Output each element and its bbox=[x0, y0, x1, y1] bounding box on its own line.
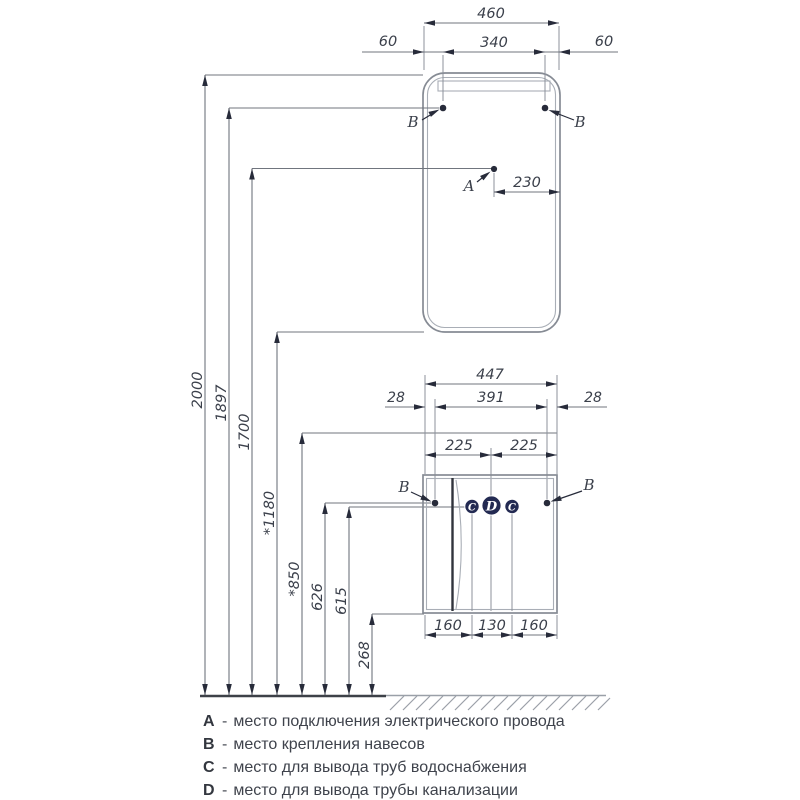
pipe-letter-c-right: C bbox=[508, 502, 516, 514]
arrow-up-icon bbox=[249, 169, 255, 180]
legend-key-b: B bbox=[203, 736, 215, 753]
mirror-mount-label-left: B bbox=[407, 113, 419, 131]
cabinet-front-view bbox=[397, 475, 594, 613]
arrow-down-icon bbox=[249, 684, 255, 695]
legend-item-a bbox=[203, 710, 565, 733]
arrow-up-icon bbox=[226, 108, 232, 119]
arrow-up-icon bbox=[274, 332, 280, 343]
arrow-down-icon bbox=[226, 684, 232, 695]
mirror-outer-frame bbox=[423, 73, 560, 332]
arrow-up-icon bbox=[299, 433, 305, 444]
legend-key-a: A bbox=[203, 713, 215, 730]
arrow-up-icon bbox=[369, 614, 375, 625]
arrow-icon bbox=[414, 404, 425, 410]
arrow-icon bbox=[425, 452, 436, 458]
dim-cabinet-offset-left: 28 bbox=[387, 390, 405, 406]
mirror-inner-frame bbox=[428, 78, 556, 328]
arrow-icon bbox=[549, 189, 560, 195]
legend-key-d: D bbox=[203, 782, 215, 799]
leader-arrow-icon bbox=[550, 495, 562, 504]
dim-cabinet-half-right: 225 bbox=[510, 438, 538, 454]
dim-cabinet-total-width: 447 bbox=[476, 367, 504, 383]
cabinet-mount-dot-right bbox=[544, 500, 551, 507]
dim-bottom-left: 160 bbox=[434, 618, 462, 634]
cabinet-top-dimensions bbox=[385, 367, 607, 611]
mirror-lamp-bar bbox=[438, 81, 550, 91]
arrow-icon bbox=[546, 381, 557, 387]
dim-bottom-right: 160 bbox=[520, 618, 548, 634]
mirror-mount-label-right: B bbox=[574, 113, 586, 131]
arrow-icon bbox=[480, 452, 491, 458]
mount-dot-right bbox=[542, 105, 549, 112]
arrow-icon bbox=[443, 49, 454, 55]
arrow-icon bbox=[425, 381, 436, 387]
dim-height-power: 1700 bbox=[237, 413, 253, 451]
legend-item-d bbox=[203, 779, 565, 800]
arrow-down-icon bbox=[299, 684, 305, 695]
dim-cabinet-mount-span: 391 bbox=[477, 390, 505, 406]
dim-height-cabinet-bottom: 268 bbox=[357, 641, 373, 669]
arrow-icon bbox=[413, 49, 424, 55]
legend-item-c bbox=[203, 756, 565, 779]
legend-text-b: место крепления навесов bbox=[233, 736, 425, 753]
legend-text-c: место для вывода труб водоснабжения bbox=[233, 759, 527, 776]
legend-dash: - bbox=[222, 782, 228, 799]
legend bbox=[203, 710, 565, 800]
power-dot bbox=[491, 166, 497, 172]
pipe-letter-c-left: C bbox=[468, 502, 476, 514]
leader-arrow-icon bbox=[548, 107, 560, 116]
legend-text-a: место подключения электрического провода bbox=[233, 713, 565, 730]
cabinet-mount-dot-left bbox=[432, 500, 439, 507]
legend-dash: - bbox=[222, 713, 228, 730]
arrow-up-icon bbox=[322, 503, 328, 514]
mount-dot-left bbox=[440, 105, 447, 112]
power-point-label: A bbox=[463, 177, 475, 195]
arrow-left-icon bbox=[424, 20, 435, 26]
dim-height-basin-top: *850 bbox=[287, 561, 303, 597]
dim-height-pipes: 615 bbox=[334, 587, 350, 615]
dim-cabinet-half-left: 225 bbox=[445, 438, 473, 454]
legend-dash: - bbox=[222, 759, 228, 776]
arrow-icon bbox=[546, 452, 557, 458]
arrow-down-icon bbox=[346, 684, 352, 695]
arrow-icon bbox=[534, 49, 545, 55]
legend-key-c: C bbox=[203, 759, 215, 776]
arrow-down-icon bbox=[202, 684, 208, 695]
mirror-front-view bbox=[423, 73, 560, 332]
legend-dash: - bbox=[222, 736, 228, 753]
arrow-up-icon bbox=[202, 75, 208, 86]
cabinet-door-curve bbox=[456, 480, 461, 609]
arrow-icon bbox=[494, 189, 505, 195]
dim-mirror-total-width: 460 bbox=[477, 6, 505, 22]
floor-hatching bbox=[390, 696, 610, 710]
arrow-down-icon bbox=[322, 684, 328, 695]
arrow-icon bbox=[559, 49, 570, 55]
arrow-right-icon bbox=[548, 20, 559, 26]
arrow-icon bbox=[461, 632, 472, 638]
cabinet-mount-label-right: B bbox=[583, 476, 595, 494]
dim-mirror-mount-span: 340 bbox=[480, 35, 508, 51]
arrow-icon bbox=[557, 404, 568, 410]
dim-height-cabinet-mounts: 626 bbox=[310, 583, 326, 611]
dim-height-mirror-mounts: 1897 bbox=[214, 384, 230, 422]
cabinet-mount-label-left: B bbox=[398, 478, 410, 496]
ground-line bbox=[200, 696, 610, 711]
dim-mirror-offset-right: 60 bbox=[594, 34, 614, 50]
legend-text-d: место для вывода трубы канализации bbox=[233, 782, 518, 799]
height-dimension-lines bbox=[190, 75, 557, 695]
dim-height-full: 2000 bbox=[190, 371, 206, 409]
arrow-down-icon bbox=[369, 684, 375, 695]
dim-cabinet-offset-right: 28 bbox=[584, 390, 602, 406]
dim-power-to-edge: 230 bbox=[513, 175, 541, 191]
mirror-top-dimensions bbox=[362, 6, 618, 101]
arrow-up-icon bbox=[346, 507, 352, 518]
legend-item-b bbox=[203, 733, 565, 756]
arrow-icon bbox=[491, 452, 502, 458]
dim-mirror-offset-left: 60 bbox=[378, 34, 398, 50]
mirror-mount-points bbox=[406, 105, 585, 131]
dim-bottom-mid: 130 bbox=[478, 618, 506, 634]
arrow-icon bbox=[536, 404, 547, 410]
arrow-icon bbox=[435, 404, 446, 410]
pipe-letter-d: D bbox=[485, 499, 498, 515]
mirror-power-point bbox=[462, 166, 560, 197]
cabinet-bottom-dimensions bbox=[425, 615, 557, 639]
dim-height-mirror-bottom: *1180 bbox=[262, 490, 278, 536]
arrow-down-icon bbox=[274, 684, 280, 695]
